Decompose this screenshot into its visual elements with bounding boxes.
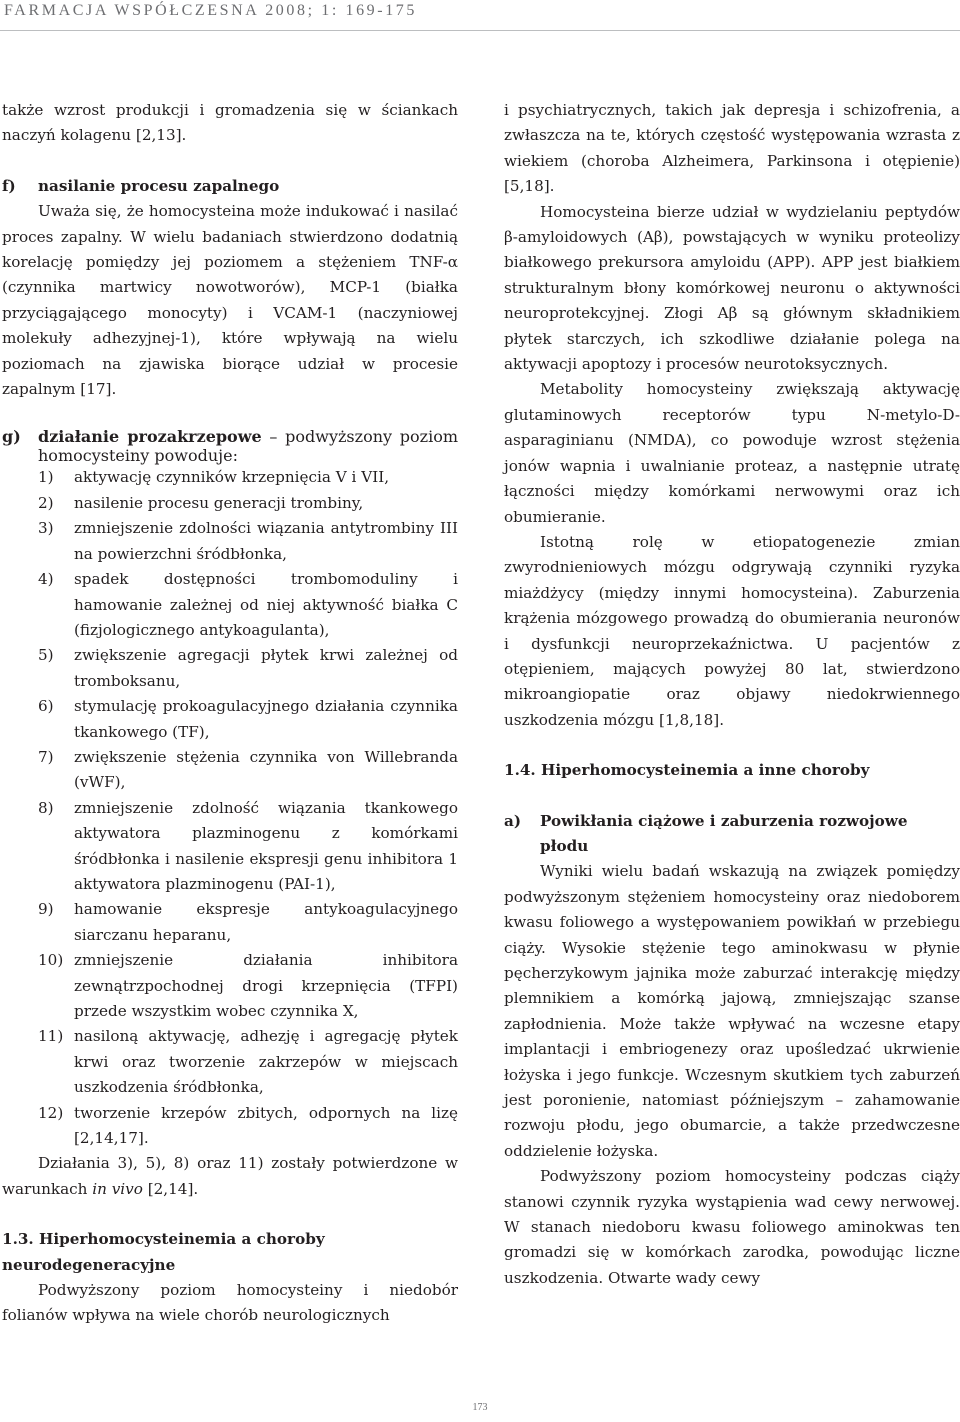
list-item: 6) stymulację prokoagulacyjnego działania czynnika tkankowego (TF), <box>38 697 458 741</box>
right-column <box>504 98 960 1291</box>
paragraph-etiopathogenesis: Istotną rolę w etiopatogenezie zmian zwyrodnieniowych mózgu odgrywają czynniki ryzyka miażdżycy (między innymi homocysteina). Zaburzenia krążenia mózgowego prowadzą do obumierania neuronów i dysfunkcji neuroprzekaźnictwa. U pacjentów z otępieniem, mających powyżej 80 lat, stwierdzono mikroangiopatie oraz objawy niedokrwiennego uszkodzenia mózgu [1,8,18]. <box>504 532 960 729</box>
list-item: 4) spadek dostępności trombomoduliny i hamowanie zależnej od niej aktywność białka C (fizjologicznego antykoagulanta), <box>38 570 458 639</box>
section-1-3-heading: 1.3. Hiperhomocysteinemia a choroby neurodegeneracyjne <box>2 1230 325 1274</box>
subsection-a-letter: a) <box>504 811 522 830</box>
subsection-g-heading <box>2 427 458 465</box>
list-item: 5) zwiększenie agregacji płytek krwi zależnej od tromboksanu, <box>38 646 458 690</box>
list-item: 12) tworzenie krzepów zbitych, odpornych na lizę [2,14,17]. <box>38 1103 458 1148</box>
running-header <box>4 2 417 20</box>
section-1-4-heading: 1.4. Hiperhomocysteinemia a inne choroby <box>504 761 870 780</box>
list-item: 10) zmniejszenie działania inhibitora zewnątrzpochodnej drogi krzepnięcia (TFPI) przede wszystkim wobec czynnika X, <box>38 951 458 1020</box>
subsection-f-title: nasilanie procesu zapalnego <box>38 176 280 195</box>
header-rule <box>0 30 960 31</box>
list-item: 1) aktywację czynników krzepnięcia V i VII, <box>38 468 390 487</box>
page-number: 173 <box>472 1402 488 1413</box>
subsection-a-heading <box>504 809 960 860</box>
subsection-f-heading <box>2 174 458 199</box>
left-column <box>2 98 458 1329</box>
paragraph-neural-tube: Podwyższony poziom homocysteiny podczas ciąży stanowi czynnik ryzyka wystąpienia wad cewy nerwowej. W stanach niedoboru kwasu foliowego aminokwas ten gromadzi się w komórkach zarodka, powodując liczne uszkodzenia. Otwarte wady cewy <box>504 1167 960 1287</box>
list-item: 11) nasiloną aktywację, adhezję i agregację płytek krwi oraz tworzenie zakrzepów w miejscach uszkodzenia śródbłonka, <box>38 1027 458 1097</box>
list-item: 8) zmniejszenie zdolność wiązania tkankowego aktywatora plazminogenu z komórkami śródbłonka i nasilenie ekspresji genu inhibitora 1 aktywatora plazminogenu (PAI-1), <box>38 798 458 893</box>
subsection-g-letter: g) <box>2 427 21 447</box>
paragraph-psychiatric: i psychiatrycznych, takich jak depresja i schizofrenia, a zwłaszcza na te, których częstość występowania wzrasta z wiekiem (choroba Alzheimera, Parkinsona i otępienie) [5,18]. <box>504 101 960 196</box>
list-item: 7) zwiększenie stężenia czynnika von Willebranda (vWF), <box>38 747 458 792</box>
paragraph-amyloid: Homocysteina bierze udział w wydzielaniu peptydów β-amyloidowych (Aβ), powstających w wyniku proteolizy białkowego prekursora amyloidu (APP). APP jest białkiem strukturalnym błony komórkowej neuronu o aktywności neuroprotekcyjnej. Złogi Aβ są głównym składnikiem płytek starczych, ich szkodliwe działanie polega na aktywacji apoptozy i procesów neurotoksycznych. <box>504 202 960 374</box>
effects-list <box>2 465 458 1151</box>
confirmation-paragraph: Działania 3), 5), 8) oraz 11) zostały potwierdzone w warunkach in vivo [2,14]. <box>2 1154 458 1198</box>
list-item: 3) zmniejszenie zdolności wiązania antytrombiny III na powierzchni śródbłonka, <box>38 519 458 563</box>
paragraph-continuation: także wzrost produkcji i gromadzenia się w ściankach naczyń kolagenu [2,13]. <box>2 101 458 145</box>
paragraph-nmda: Metabolity homocysteiny zwiększają aktywację glutaminowych receptorów typu N-metylo-D-asparaginianu (NMDA), co powoduje wzrost stężenia jonów wapnia i uwalnianie proteaz, a następnie utratę łączności między komórkami nerwowymi oraz ich obumieranie. <box>504 380 960 526</box>
subsection-g-text: – podwyższony poziom homocysteiny powoduje: <box>38 427 458 466</box>
journal-name: FARMACJA WSPÓŁCZESNA <box>4 2 259 19</box>
paragraph-pregnancy: Wyniki wielu badań wskazują na związek pomiędzy podwyższonym stężeniem homocysteiny oraz niedoborem kwasu foliowego a występowaniem powikłań w przebiegu ciąży. Wysokie stężenie tego aminokwasu w płynie pęcherzykowym jajnika może zaburzać interakcję między plemnikiem a komórką jajową, zmniejszając szanse zapłodnienia. Może także wpływać na wczesne etapy implantacji i embriogenezy oraz upośledzać ukrwienie łożyska i jego funkcje. Wczesnym skutkiem tych zaburzeń jest poronienie, natomiast późniejszym – zahamowanie rozwoju płodu, jego obumarcie, a także przedwczesne oddzielenie łożyska. <box>504 862 960 1160</box>
section-1-3-text: Podwyższony poziom homocysteiny i niedobór folianów wpływa na wiele chorób neurologicznych <box>2 1281 458 1325</box>
subsection-f-text: Uważa się, że homocysteina może indukować i nasilać proces zapalny. W wielu badaniach stwierdzono dodatnią korelację pomiędzy jej poziomem a stężeniem TNF-α (czynnika martwicy nowotworów), MCP-1 (białka przyciągającego monocyty) i VCAM-1 (naczyniowej molekuły adhezyjnej-1), które wpływają na wielu poziomach na zjawiska biorące udział w procesie zapalnym [17]. <box>2 202 458 399</box>
journal-citation: 2008; 1: 169-175 <box>265 2 418 19</box>
subsection-a-title: Powikłania ciążowe i zaburzenia rozwojowe płodu <box>540 811 908 855</box>
list-item: 2) nasilenie procesu generacji trombiny, <box>38 493 364 512</box>
list-item: 9) hamowanie ekspresje antykoagulacyjnego siarczanu heparanu, <box>38 900 458 944</box>
in-vivo-term: in vivo <box>92 1179 143 1198</box>
subsection-g-title: działanie prozakrzepowe <box>38 427 262 447</box>
subsection-f-letter: f) <box>2 176 16 195</box>
